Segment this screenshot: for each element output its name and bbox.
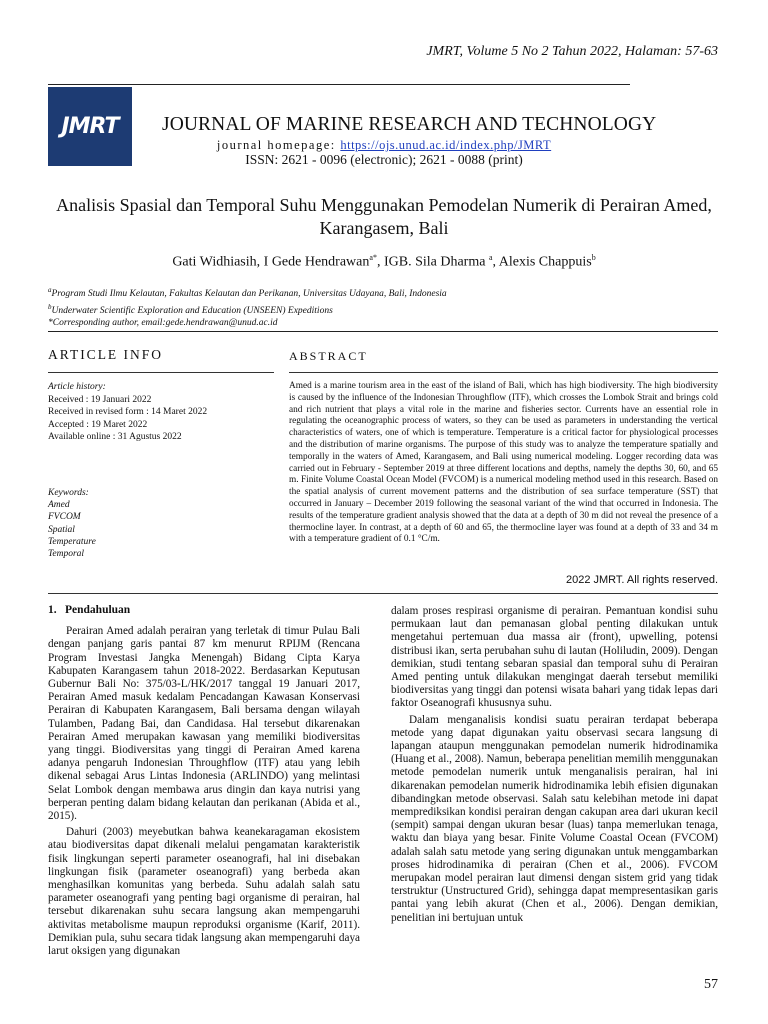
keyword: Spatial xyxy=(48,524,75,535)
author-affil-mark: b xyxy=(591,253,596,262)
logo-text: JMRT xyxy=(61,114,119,139)
section-heading xyxy=(48,604,360,617)
history-label: Article history: xyxy=(48,382,106,392)
author-affil-mark: a* xyxy=(369,253,377,262)
history-accepted: Accepted : 19 Maret 2022 xyxy=(48,419,148,430)
abstract-heading: ABSTRACT xyxy=(289,349,368,363)
history-received: Received : 19 Januari 2022 xyxy=(48,394,152,405)
keyword: Amed xyxy=(48,500,70,511)
affiliation-line: $^b$Underwater Scientific Exploration and Education (UNSEEN) Expeditions xyxy=(48,302,333,316)
body-paragraph: dalam proses respirasi organisme di perairan. Pemantuan kondisi suhu permukaan laut dan pemanasan global penting dilakukan untuk mengetahui pertemuan dua massa air (front), upwelling, potensi distribusi ikan, serta perubahan suhu di lautan (Holiludin, 2009). Dengan demikian, studi tentang sebaran spasial dan temporal suhu di Perairan Amed penting untuk dilakukan mengingat daerah tersebut memiliki biodiversitas yang tinggi dan potensi wisata bahari yang tidak lepas dari faktor Oseanografi khususnya suhu. xyxy=(391,605,718,710)
corresponding-author: *Corresponding author, email:gede.hendrawan@unud.ac.id xyxy=(48,318,278,329)
author-name: I Gede Hendrawan xyxy=(263,254,370,270)
article-info-rule xyxy=(48,372,274,373)
history-revised: Received in revised form : 14 Maret 2022 xyxy=(48,407,208,417)
copyright: 2022 JMRT. All rights reserved. xyxy=(565,574,718,586)
body-paragraph: Dalam menganalisis kondisi suatu perairan terdapat beberapa metode yang dapat digunakan yaitu observasi secara langsung di lapangan ataupun menggunakan pemodelan numerik hidrodinamika (Huang et al., 2008). Namun, beberapa penelitian memilih menggunakan metode pemodelan numerik untuk menganalisis perairan, hal ini dikarenakan pemodelan numerik hidrodinamika lebih efisien digunakan dibandingkan metode observasi. Salah satu kelebihan metode ini dapat memprediksikan kondisi perairan dengan cakupan area dari ukuran kecil (sempit) sampai dengan ukuran besar (luas) tanpa memerlukan tenaga, waktu dan biaya yang besar. Finite Volume Coastal Ocean (FVCOM) adalah salah satu metode yang sering digunakan untuk menggambarkan proses hidrodinamika di perairan (Chen et al., 2006). FVCOM merupakan model perairan laut dimensi dengan sistem grid yang tidak terstruktur (Unstructured Grid), sehingga dapat mempresentasikan garis pantai yang lebih akurat (Chen et al., 2006). Dengan demikian, penelitian ini bertujuan untuk xyxy=(391,713,718,924)
abstract-bottom-rule xyxy=(48,593,718,594)
author-list: Gati Widhiasih, I Gede Hendrawan$^{a*}$, IGB. Sila Dharma $^a$, Alexis Chappuis$^b$ xyxy=(172,253,596,270)
homepage-label: journal homepage: xyxy=(216,138,341,152)
section-number: 1. xyxy=(48,604,57,616)
issn: ISSN: 2621 - 0096 (electronic); 2621 - 0088 (print) xyxy=(245,152,523,167)
journal-homepage xyxy=(0,138,768,153)
author-name: Alexis Chappuis xyxy=(498,254,592,270)
keyword: Temperature xyxy=(48,536,96,547)
section-title: Pendahuluan xyxy=(65,604,131,616)
abstract-text: Amed is a marine tourism area in the east of the island of Bali, which has high biodiversity. The high biodiversity is caused by the influence of the Indonesian Throughflow (ITF), which crosses the Lombok Strait and brings cold and rich nutrient that plays a vital role in the marine and fisheries sector. Currents have an essential role in regulating the oceanographic process of waters, so they can be used as parameters in understanding the vertical characteristics of waters, one of which is temperature. Temperature is a critical factor for physiological processes and the distribution of marine organisms. The purpose of this study was to analyze the temperature spatially and temporally in the waters of Amed, Karangasem, and Bali using numerical modeling. Logger recording data was carried out in February - September 2019 at three different locations and depths, namely the depths 30, 60, and 65 m. Finite Volume Coastal Ocean Model (FVCOM) is a numerical modeling method used in this research. Based on the spatial analysis of current movement patterns and the distribution of sea surface temperature (SST) that occurred in January – December 2019 following the seasonal variant of the wind that occurred in Indonesia. The results of the temperature gradient analysis showed that the data at a depth of 30 m did not reveal the presence of a thermocline layer. In contrast, at a depth of 60 and 65, the thermocline layer was found at a depth of 33 and 34 m with a temperature gradient of 0.1 °C/m. xyxy=(289,381,718,545)
article-history xyxy=(48,381,274,444)
body-column-left xyxy=(48,604,360,958)
journal-title: JOURNAL OF MARINE RESEARCH AND TECHNOLOGY xyxy=(162,114,657,135)
affiliations xyxy=(48,284,720,330)
keyword: Temporal xyxy=(48,549,85,560)
keywords-label: Keywords: xyxy=(48,488,89,498)
article-info-heading: ARTICLE INFO xyxy=(48,347,164,362)
article-title: Analisis Spasial dan Temporal Suhu Menggunakan Pemodelan Numerik di Perairan Amed, Karangasem, Bali xyxy=(56,195,712,238)
page-number: 57 xyxy=(704,977,718,992)
keywords xyxy=(48,487,274,560)
running-head: JMRT, Volume 5 No 2 Tahun 2022, Halaman: 57-63 xyxy=(426,44,718,59)
affiliation-line: $^a$Program Studi Ilmu Kelautan, Fakultas Kelautan dan Perikanan, Universitas Udayana, Bali, Indonesia xyxy=(48,286,447,300)
body-paragraph: Dahuri (2003) meyebutkan bahwa keanekaragaman ekosistem atau biodiversitas dapat dikenali melalui pengamatan karakteristik fisik lingkungan seperti parameter oseanografi, hal ini disebakan lingkungan fisik (parameter oseanografi) yang berbeda akan menghasilkan komunitas yang berbeda. Suhu adalah salah satu parameter oseanografi yang penting bagi organisme di perairan, hal tersebut dikarenakan suhu secara langsung akan mempengaruhi aktivitas metabolisme maupun reproduksi organisme (Karif, 2011). Demikian pula, suhu secara tidak langsung akan mempengaruhi daya larut oksigen yang digunakan xyxy=(48,826,360,958)
homepage-link[interactable]: https://ojs.unud.ac.id/index.php/JMRT xyxy=(340,138,552,152)
author-name: Gati Widhiasih xyxy=(172,254,257,270)
body-paragraph: Perairan Amed adalah perairan yang terletak di timur Pulau Bali dengan panjang garis pantai 87 km menurut RPIJM (Rencana Program Investasi Jangka Menengah) Bidang Cipta Karya Kabupaten Karangasem tahun 2018-2022. Berdasarkan Keputusan Gubernur Bali No: 375/03-L/HK/2017 tanggal 19 Januari 2017, Perairan Amed masuk kedalam Pencadangan Kawasan Konservasi Perairan di Kabupaten Karangasem, Bali bersama dengan wilayah Tulamben, Padang Bai, dan Candidasa. Hal tersebut dikarenakan Perairan Amed merupakan kawasan yang memiliki biodiversitas yang tinggi. Biodiversitas yang tinggi di Perairan Amed karena adanya pengaruh Indonesian Throughflow (ITF) atau yang lebih dikenal sebagai Arus Lintas Indonesia (ARLINDO) yang melintasi Selat Lombok dengan membawa arus dingin dan kaya nutrisi yang berperan penting dalam bidang kelautan dan perikanan (Abida et al., 2015). xyxy=(48,625,360,823)
author-name: IGB. Sila Dharma xyxy=(383,254,486,270)
header-rule xyxy=(48,84,630,85)
author-affil-mark: a xyxy=(488,253,493,262)
keyword: FVCOM xyxy=(48,512,81,523)
section-rule xyxy=(48,331,718,332)
abstract-rule xyxy=(289,372,718,373)
history-online: Available online : 31 Agustus 2022 xyxy=(48,432,182,442)
body-column-right xyxy=(391,605,718,925)
